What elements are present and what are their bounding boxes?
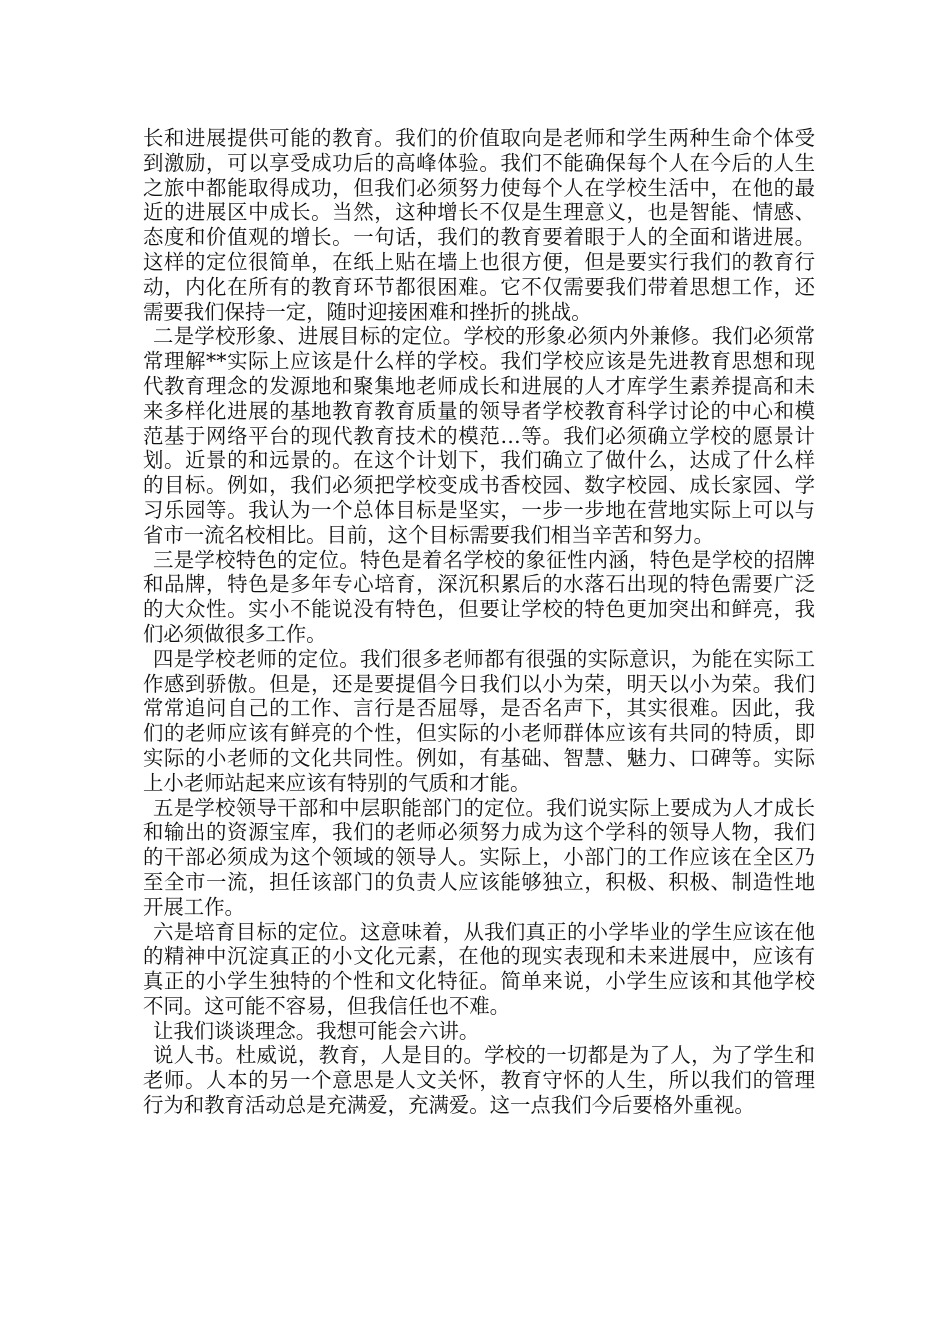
paragraph-continuation: 长和进展提供可能的教育。我们的价值取向是老师和学生两种生命个体受到激励，可以享受成功后的高峰体验。我们不能确保每个人在今后的人生之旅中都能取得成功，但我们必须努力使每个人在学校生活中，在他的最近的进展区中成长。当然，这种增长不仅是生理意义，也是智能、情感、态度和价值观的增长。一句话，我们的教育要着眼于人的全面和谐进展。这样的定位很简单，在纸上贴在墙上也很方便，但是要实行我们的教育行动，内化在所有的教育环节都很困难。它不仅需要我们带着思想工作，还需要我们保持一定，随时迎接困难和挫折的挑战。	[143, 126, 815, 324]
paragraph-teachers: 四是学校老师的定位。我们很多老师都有很强的实际意识，为能在实际工作感到骄傲。但是，还是要提倡今日我们以小为荣，明天以小为荣。我们常常追问自己的工作、言行是否屈辱，是否名声下，其实很难。因此，我们的老师应该有鲜亮的个性，但实际的小老师群体应该有共同的特质，即实际的小老师的文化共同性。例如，有基础、智慧、魅力、口碑等。实际上小老师站起来应该有特别的气质和才能。	[143, 646, 815, 795]
paragraph-school-image: 二是学校形象、进展目标的定位。学校的形象必须内外兼修。我们必须常常理解**实际上应该是什么样的学校。我们学校应该是先进教育思想和现代教育理念的发源地和聚集地老师成长和进展的人才库学生素养提高和未来多样化进展的基地教育教育质量的领导者学校教育科学讨论的中心和模范基于网络平台的现代教育技术的模范…等。我们必须确立学校的愿景计划。近景的和远景的。在这个计划下，我们确立了做什么，达成了什么样的目标。例如，我们必须把学校变成书香校园、数字校园、成长家园、学习乐园等。我认为一个总体目标是坚实，一步一步地在营地实际上可以与省市一流名校相比。目前，这个目标需要我们相当辛苦和努力。	[143, 324, 815, 547]
paragraph-training-goals: 六是培育目标的定位。这意味着，从我们真正的小学毕业的学生应该在他的精神中沉淀真正的小文化元素，在他的现实表现和未来进展中，应该有真正的小学生独特的个性和文化特征。简单来说，小学生应该和其他学校不同。这可能不容易，但我信任也不难。	[143, 919, 815, 1018]
paragraph-people-oriented: 说人书。杜威说，教育，人是目的。学校的一切都是为了人，为了学生和老师。人本的另一个意思是人文关怀，教育守怀的人生，所以我们的管理行为和教育活动总是充满爱，充满爱。这一点我们今后要格外重视。	[143, 1043, 815, 1118]
paragraph-concepts-intro: 让我们谈谈理念。我想可能会六讲。	[153, 1018, 480, 1043]
paragraph-leadership: 五是学校领导干部和中层职能部门的定位。我们说实际上要成为人才成长和输出的资源宝库，我们的老师必须努力成为这个学科的领导人物，我们的干部必须成为这个领域的领导人。实际上，小部门的工作应该在全区乃至全市一流，担任该部门的负责人应该能够独立，积极、积极、制造性地开展工作。	[143, 795, 815, 919]
document-page	[143, 126, 815, 1118]
paragraph-school-features: 三是学校特色的定位。特色是着名学校的象征性内涵，特色是学校的招牌和品牌，特色是多年专心培育，深沉积累后的水落石出现的特色需要广泛的大众性。实小不能说没有特色，但要让学校的特色更加突出和鲜亮，我们必须做很多工作。	[143, 547, 815, 646]
